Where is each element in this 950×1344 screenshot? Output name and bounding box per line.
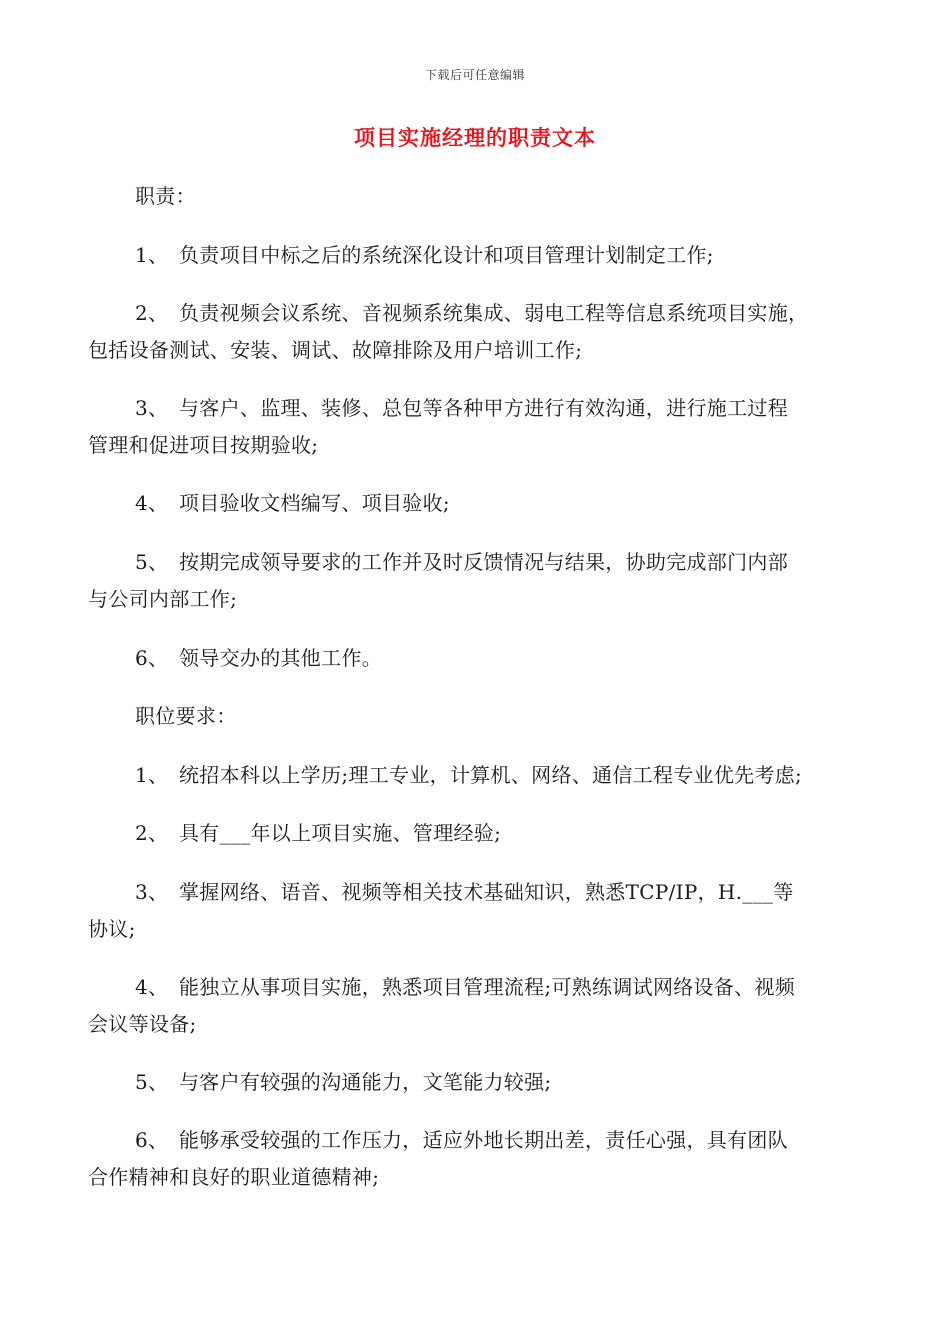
requirements-heading: 职位要求： [135, 704, 237, 728]
requirement-item-3-continued: 协议; [88, 917, 136, 941]
duty-item-text: 与客户、监理、装修、总包等各种甲方进行有效沟通，进行施工过程 [179, 396, 788, 420]
requirement-item-text: 掌握网络、语音、视频等相关技术基础知识，熟悉TCP/IP，H.___等 [179, 880, 794, 904]
duty-item-number: 3、 [135, 396, 169, 420]
duty-item-2-continued: 包括设备测试、安装、调试、故障排除及用户培训工作; [88, 338, 583, 362]
duty-item-3 [135, 395, 788, 421]
document-title: 项目实施经理的职责文本 [354, 125, 596, 150]
duty-item-3-continued: 管理和促进项目按期验收; [88, 433, 319, 457]
duty-item-1 [135, 242, 714, 268]
requirement-item-6 [135, 1127, 788, 1153]
requirement-item-4-continued: 会议等设备; [88, 1012, 197, 1036]
duty-item-number: 2、 [135, 301, 169, 325]
requirement-item-2 [135, 820, 501, 846]
duty-item-number: 5、 [135, 550, 169, 574]
requirement-item-4 [135, 974, 795, 1000]
requirement-item-number: 6、 [135, 1128, 169, 1152]
requirement-item-text: 能够承受较强的工作压力，适应外地长期出差，责任心强，具有团队 [179, 1128, 788, 1152]
requirement-item-number: 5、 [135, 1070, 169, 1094]
requirement-item-3 [135, 879, 794, 905]
requirement-item-6-continued: 合作精神和良好的职业道德精神; [88, 1165, 380, 1189]
requirement-item-number: 1、 [135, 763, 169, 787]
duty-item-number: 6、 [135, 646, 169, 670]
duty-item-number: 4、 [135, 491, 169, 515]
duty-item-text: 项目验收文档编写、项目验收; [179, 491, 450, 515]
duties-heading: 职责： [135, 184, 196, 208]
duty-item-text: 按期完成领导要求的工作并及时反馈情况与结果，协助完成部门内部 [179, 550, 788, 574]
duty-item-2 [135, 300, 808, 326]
requirement-item-number: 3、 [135, 880, 169, 904]
requirement-item-number: 2、 [135, 821, 169, 845]
duty-item-5-continued: 与公司内部工作; [88, 587, 238, 611]
duty-item-5 [135, 549, 788, 575]
requirement-item-text: 与客户有较强的沟通能力，文笔能力较强; [179, 1070, 552, 1094]
requirement-item-text: 具有___年以上项目实施、管理经验; [179, 821, 502, 845]
duty-item-number: 1、 [135, 243, 169, 267]
requirement-item-number: 4、 [135, 975, 169, 999]
requirement-item-1 [135, 762, 802, 788]
duty-item-6 [135, 645, 382, 671]
header-note: 下载后可任意编辑 [424, 68, 525, 82]
requirement-item-5 [135, 1069, 551, 1095]
duty-item-text: 负责项目中标之后的系统深化设计和项目管理计划制定工作; [179, 243, 714, 267]
duty-item-text: 领导交办的其他工作。 [179, 646, 382, 670]
requirement-item-text: 统招本科以上学历;理工专业，计算机、网络、通信工程专业优先考虑; [179, 763, 803, 787]
duty-item-4 [135, 490, 450, 516]
requirement-item-text: 能独立从事项目实施，熟悉项目管理流程;可熟练调试网络设备、视频 [179, 975, 796, 999]
duty-item-text: 负责视频会议系统、音视频系统集成、弱电工程等信息系统项目实施， [179, 301, 809, 325]
